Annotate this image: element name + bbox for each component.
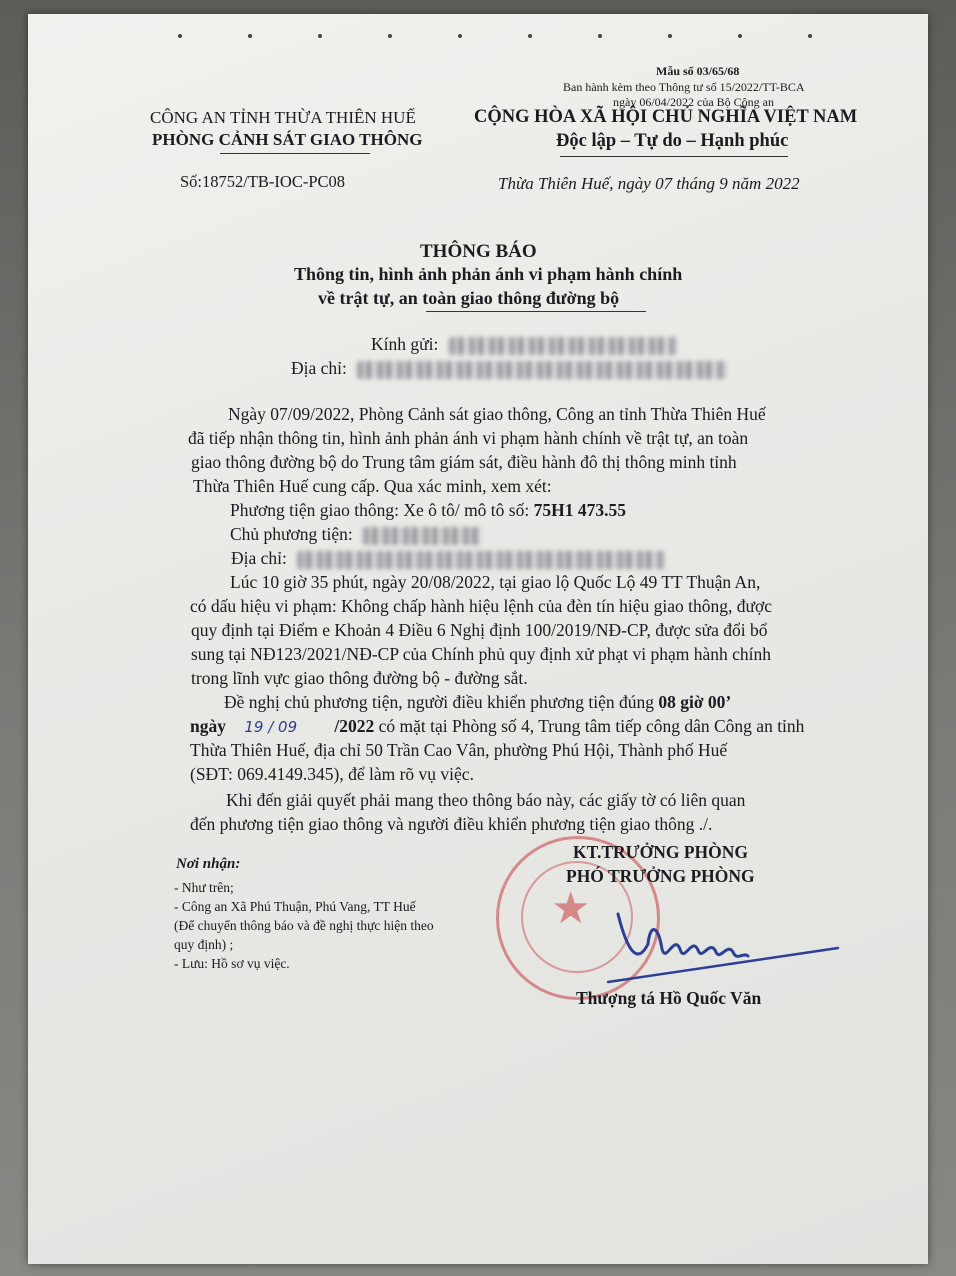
paragraph-3-line-3: Thừa Thiên Huế, địa chỉ 50 Trần Cao Vân, phường Phú Hội, Thành phố Huế (190, 740, 728, 760)
recipient-label: Kính gửi: (371, 334, 439, 354)
paragraph-2-line-5: trong lĩnh vực giao thông đường bộ - đường sắt. (191, 668, 528, 688)
paragraph-2-line-2: có dấu hiệu vi phạm: Không chấp hành hiệu lệnh của đèn tín hiệu giao thông, được (190, 596, 772, 616)
handwritten-signature (588, 894, 848, 994)
handwritten-date: 19 / 09 (244, 718, 298, 736)
paragraph-1-line-3: giao thông đường bộ do Trung tâm giám sát, điều hành đô thị thông minh tỉnh (191, 452, 737, 472)
appointment-year: /2022 (334, 716, 375, 736)
punch-holes (178, 34, 878, 44)
owner-address-line (231, 546, 665, 571)
paragraph-3-line-2-text: có mặt tại Phòng số 4, Trung tâm tiếp công dân Công an tỉnh (374, 716, 805, 736)
vehicle-label: Phương tiện giao thông: Xe ô tô/ mô tô số: (230, 500, 534, 520)
recipient-address-line (291, 358, 727, 379)
appointment-day-label: ngày (190, 716, 226, 736)
paragraph-4-line-2: đến phương tiện giao thông và người điều khiển phương tiện giao thông ./. (190, 814, 713, 834)
document-subtitle-2: về trật tự, an toàn giao thông đường bộ (318, 288, 620, 308)
form-issued-date: ngày 06/04/2022 của Bộ Công an (613, 95, 774, 109)
signature-role-2: PHÓ TRƯỞNG PHÒNG (566, 866, 755, 886)
recipient-line (371, 334, 677, 355)
paragraph-3-line-1-text: Đề nghị chủ phương tiện, người điều khiển phương tiện đúng (224, 692, 659, 712)
paragraph-1-line-2: đã tiếp nhận thông tin, hình ảnh phản ánh vi phạm hành chính về trật tự, an toàn (188, 428, 749, 448)
paragraph-2-line-1: Lúc 10 giờ 35 phút, ngày 20/08/2022, tại giao lộ Quốc Lộ 49 TT Thuận An, (230, 572, 761, 592)
recipients-item: quy định) ; (174, 937, 234, 952)
national-motto: Độc lập – Tự do – Hạnh phúc (556, 131, 789, 151)
paragraph-2-line-3: quy định tại Điểm e Khoản 4 Điều 6 Nghị định 100/2019/NĐ-CP, được sửa đổi bổ (191, 620, 768, 640)
paragraph-2-line-4: sung tại NĐ123/2021/NĐ-CP của Chính phủ quy định xử phạt vi phạm hành chính (191, 644, 771, 664)
paragraph-3-line-2 (190, 714, 804, 740)
signer-name: Thượng tá Hồ Quốc Văn (576, 988, 762, 1008)
recipient-address-label: Địa chỉ: (291, 358, 347, 378)
document-page (28, 14, 928, 1264)
owner-line (230, 522, 483, 547)
signature-role-1: KT.TRƯỞNG PHÒNG (573, 842, 748, 862)
recipients-item: - Như trên; (174, 880, 234, 895)
redacted-recipient-address (357, 361, 727, 379)
owner-label: Chủ phương tiện: (230, 524, 353, 544)
agency-name: PHÒNG CẢNH SÁT GIAO THÔNG (152, 130, 423, 149)
recipients-item: - Công an Xã Phú Thuận, Phú Vang, TT Huế (174, 899, 416, 914)
paragraph-1-line-4: Thừa Thiên Huế cung cấp. Qua xác minh, xem xét: (193, 476, 552, 496)
recipients-item: (Để chuyển thông báo và đề nghị thực hiện theo (174, 918, 434, 933)
vehicle-line (230, 498, 626, 523)
document-title: THÔNG BÁO (420, 241, 537, 262)
country-name: CỘNG HÒA XÃ HỘI CHỦ NGHĨA VIỆT NAM (474, 107, 858, 127)
agency-parent: CÔNG AN TỈNH THỪA THIÊN HUẾ (150, 108, 416, 127)
form-number: Mẫu số 03/65/68 (656, 64, 740, 78)
recipients-list (174, 878, 434, 973)
place-date: Thừa Thiên Huế, ngày 07 tháng 9 năm 2022 (498, 174, 800, 193)
document-subtitle-1: Thông tin, hình ảnh phản ánh vi phạm hành chính (294, 264, 683, 284)
redacted-owner-address (297, 551, 665, 569)
recipients-item: - Lưu: Hồ sơ vụ việc. (174, 956, 290, 971)
owner-address-label: Địa chỉ: (231, 548, 287, 568)
paragraph-4-line-1: Khi đến giải quyết phải mang theo thông báo này, các giấy tờ có liên quan (226, 790, 746, 810)
paragraph-1-line-1: Ngày 07/09/2022, Phòng Cảnh sát giao thông, Công an tỉnh Thừa Thiên Huế (228, 404, 766, 424)
document-number: Số:18752/TB-IOC-PC08 (180, 172, 346, 191)
title-underline (426, 311, 646, 312)
vehicle-plate: 75H1 473.55 (533, 500, 626, 520)
motto-underline (560, 156, 788, 157)
redacted-recipient-name (449, 337, 677, 355)
agency-underline (220, 153, 370, 154)
paragraph-3-line-1 (224, 690, 731, 715)
appointment-time: 08 giờ 00’ (658, 692, 732, 712)
redacted-owner-name (363, 527, 483, 545)
recipients-label: Nơi nhận: (176, 856, 241, 872)
paragraph-3-line-4: (SĐT: 069.4149.345), để làm rõ vụ việc. (190, 764, 474, 784)
form-issued-with: Ban hành kèm theo Thông tư số 15/2022/TT-BCA (563, 80, 805, 94)
star-icon: ★ (551, 884, 591, 933)
